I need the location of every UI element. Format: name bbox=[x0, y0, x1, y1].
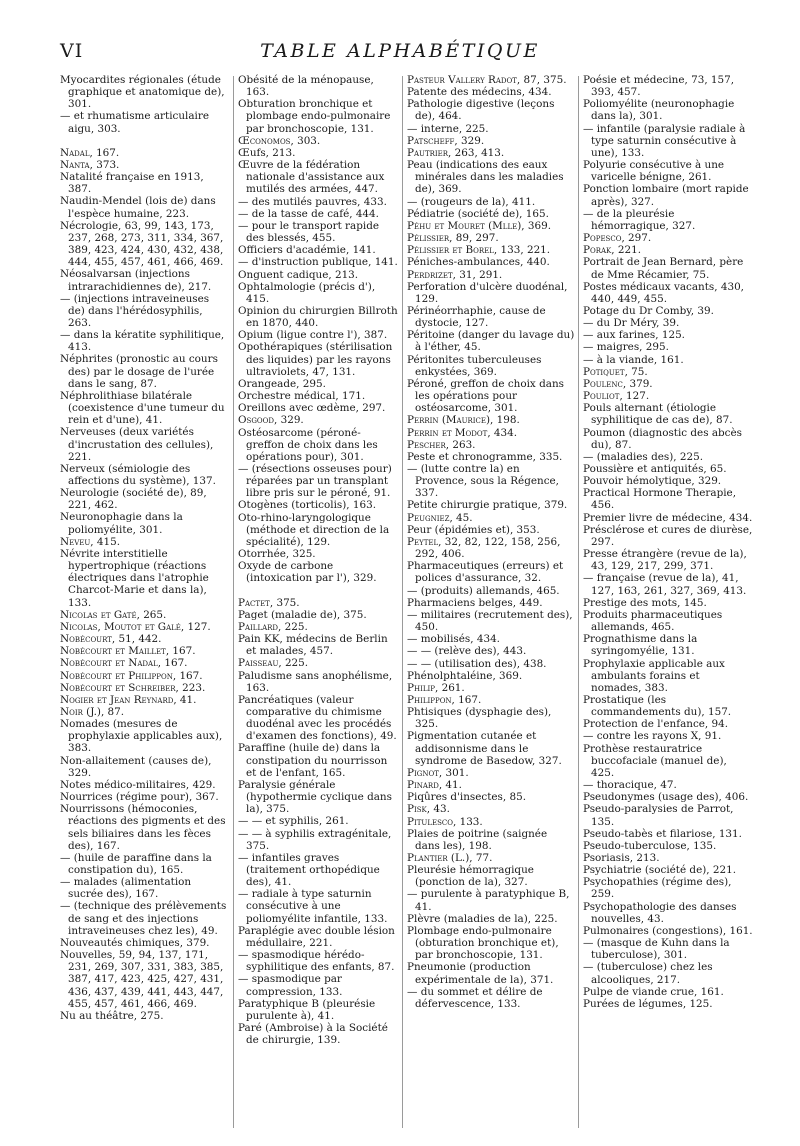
index-entry: — (rougeurs de la), 411. bbox=[407, 195, 536, 208]
index-entry: Protection de l'enfance, 94. bbox=[583, 718, 729, 731]
index-entry: — aux farines, 125. bbox=[583, 329, 685, 342]
index-entry: Pleurésie hémorragique (ponction de la), 327. bbox=[407, 864, 534, 889]
index-entry: — (produits) allemands, 465. bbox=[407, 584, 560, 597]
index-column-3 bbox=[407, 74, 575, 1134]
index-entry: Plaies de poitrine (saignée dans les), 198. bbox=[407, 827, 548, 852]
index-entry: Péritonites tuberculeuses enkystées, 369. bbox=[407, 353, 542, 378]
index-entry: Neveu, 415. bbox=[60, 535, 121, 548]
index-entry: — purulente à paratyphique B, 41. bbox=[407, 888, 570, 913]
index-entry: Pharmaciens belges, 449. bbox=[407, 596, 543, 609]
index-entry: Perforation d'ulcère duodénal, 129. bbox=[407, 280, 568, 305]
index-entry: Opinion du chirurgien Billroth en 1870, 440. bbox=[238, 304, 398, 330]
index-entry: Nouvelles, 59, 94, 137, 171, 231, 269, 307, 331, 383, 385, 387, 417, 423, 425, 427, 431, 436, 437, 439, 441, 443, 447, 455, 457, 461, 466, 469. bbox=[60, 949, 224, 1010]
index-entry: — spasmodique hérédo-syphilitique des enfants, 87. bbox=[238, 949, 395, 974]
index-entry: Néphrolithiase bilatérale (coexistence d'une tumeur du rein et d'une), 41. bbox=[60, 389, 225, 427]
index-entry: Nobécourt et Schreiber, 223. bbox=[60, 681, 206, 694]
index-entry: — (masque de Kuhn dans la tuberculose), 301. bbox=[583, 937, 730, 962]
index-entry: Myocardites régionales (étude graphique et anatomique de), 301. bbox=[60, 74, 225, 111]
index-entry: — des mutilés pauvres, 433. bbox=[238, 195, 387, 208]
page-title: TABLE ALPHABÉTIQUE bbox=[260, 40, 540, 62]
index-entry: Pneumonie (production expérimentale de la), 371. bbox=[407, 961, 554, 986]
index-entry: Obturation bronchique et plombage endo-pulmonaire par bronchoscopie, 131. bbox=[238, 98, 391, 135]
index-entry: Potiquet, 75. bbox=[583, 365, 648, 378]
index-entry: Périnéorrhaphie, cause de dystocie, 127. bbox=[407, 304, 546, 330]
index-entry: Nadal, 167. bbox=[60, 146, 120, 159]
index-entry: Paratyphique B (pleurésie purulente à), 41. bbox=[238, 997, 376, 1022]
index-entry: Œconomos, 303. bbox=[238, 134, 321, 147]
index-entry: Pautrier, 263, 413. bbox=[407, 146, 505, 159]
page-header bbox=[60, 40, 740, 70]
index-entry: Prognathisme dans la syringomyélie, 131. bbox=[583, 633, 698, 658]
index-column-1 bbox=[60, 74, 228, 1134]
page-number: VI bbox=[60, 40, 84, 62]
index-entry: Peau (indications des eaux minérales dans les maladies de), 369. bbox=[407, 159, 564, 196]
index-entry: Nerveux (sémiologie des affections du système), 137. bbox=[60, 462, 216, 487]
column-divider bbox=[578, 76, 579, 1128]
index-entry: Nobécourt, 51, 442. bbox=[60, 633, 162, 646]
index-entry: Paget (maladie de), 375. bbox=[238, 608, 367, 621]
index-entry: Noir (J.), 87. bbox=[60, 705, 125, 718]
index-entry: — malades (alimentation sucrée des), 167. bbox=[60, 876, 192, 901]
index-entry: Nicolas et Gaté, 265. bbox=[60, 608, 167, 621]
index-entry: Phénolphtaléine, 369. bbox=[407, 669, 523, 682]
index-entry: Pitulesco, 133. bbox=[407, 815, 483, 828]
index-entry: — pour le transport rapide des blessés, 455. bbox=[238, 219, 379, 245]
index-entry: Officiers d'académie, 141. bbox=[238, 244, 376, 257]
column-divider bbox=[233, 76, 234, 1128]
index-entry: Poulenc, 379. bbox=[583, 377, 653, 390]
index-entry: — du sommet et délire de défervescence, 133. bbox=[407, 985, 543, 1010]
index-entry: Œufs, 213. bbox=[238, 146, 296, 159]
index-entry: Pancréatiques (valeur comparative du chimisme duodénal avec les procédés d'examen des fonctions), 49. bbox=[238, 693, 397, 743]
index-entry: Peste et chronogramme, 335. bbox=[407, 450, 563, 463]
index-entry: Peur (épidémies et), 353. bbox=[407, 523, 540, 536]
index-entry: Péritoine (danger du lavage du) à l'éther, 45. bbox=[407, 329, 575, 354]
index-entry: Péroné, greffon de choix dans les opérations pour ostéosarcome, 301. bbox=[407, 377, 564, 415]
index-entry: Peytel, 32, 82, 122, 158, 256, 292, 406. bbox=[407, 535, 561, 561]
index-entry: Nourrissons (hémoconies, réactions des pigments et des sels biliaires dans les fèces des), 167. bbox=[60, 803, 226, 852]
index-entry: Pain KK, médecins de Berlin et malades, 457. bbox=[238, 633, 388, 658]
index-entry: — radiale à type saturnin consécutive à une poliomyélite infantile, 133. bbox=[238, 888, 388, 925]
index-entry: Paraplégie avec double lésion médullaire, 221. bbox=[238, 924, 395, 949]
index-entry: Ostéosarcome (péroné-greffon de choix dans les opérations pour), 301. bbox=[238, 426, 378, 463]
index-entry: — militaires (recrutement des), 450. bbox=[407, 608, 573, 634]
index-entry: Pisk, 43. bbox=[407, 803, 450, 816]
index-entry: — (maladies des), 225. bbox=[583, 450, 703, 463]
index-entry: Purées de légumes, 125. bbox=[583, 997, 713, 1010]
index-entry: Obésité de la ménopause, 163. bbox=[238, 74, 374, 99]
index-entry: — spasmodique par compression, 133. bbox=[238, 973, 343, 998]
index-entry: — — à syphilis extragénitale, 375. bbox=[238, 827, 392, 852]
index-entry: Onguent cadique, 213. bbox=[238, 268, 359, 281]
index-entry: — thoracique, 47. bbox=[583, 779, 677, 792]
index-entry: Postes médicaux vacants, 430, 440, 449, 455. bbox=[583, 280, 744, 305]
index-entry: Poussière et antiquités, 65. bbox=[583, 463, 727, 475]
index-entry: — (tuberculose) chez les alcooliques, 217. bbox=[583, 961, 713, 986]
index-entry: Plèvre (maladies de la), 225. bbox=[407, 912, 558, 925]
index-entry: Nerveuses (deux variétés d'incrustation des cellules), 221. bbox=[60, 426, 214, 463]
index-entry: Premier livre de médecine, 434. bbox=[583, 511, 753, 524]
index-entry: Présclérose et cures de diurèse, 297. bbox=[583, 523, 753, 548]
index-entry: Nobécourt et Maillet, 167. bbox=[60, 645, 196, 658]
index-entry: Poliomyélite (neuronophagie dans la), 301. bbox=[583, 98, 735, 123]
index-entry: Paisseau, 225. bbox=[238, 657, 309, 670]
index-entry: Peugniez, 45. bbox=[407, 511, 473, 524]
index-entry: — (huile de paraffine dans la constipation du), 165. bbox=[60, 851, 212, 876]
index-entry: Perrin (Maurice), 198. bbox=[407, 414, 520, 427]
index-entry: — et rhumatisme articulaire aigu, 303. bbox=[60, 110, 209, 135]
index-entry: — de la pleurésie hémorragique, 327. bbox=[583, 207, 696, 232]
index-entry: Pulmonaires (congestions), 161. bbox=[583, 924, 753, 937]
index-entry: Psychopathies (régime des), 259. bbox=[583, 876, 732, 901]
index-entry: Pouvoir hémolytique, 329. bbox=[583, 475, 722, 488]
index-entry: Neuronophagie dans la poliomyélite, 301. bbox=[60, 511, 183, 536]
index-column-2 bbox=[238, 74, 398, 1134]
index-entry: Orangeade, 295. bbox=[238, 377, 326, 390]
index-entry: Pseudonymes (usage des), 406. bbox=[583, 791, 749, 804]
index-entry: Névrite interstitielle hypertrophique (réactions électriques dans l'atrophie Charcot-Marie et dans la), 133. bbox=[60, 547, 209, 609]
index-entry: Pseudo-paralysies de Parrot, 135. bbox=[583, 803, 734, 828]
index-entry: Pasteur Vallery Radot, 87, 375. bbox=[407, 74, 567, 86]
index-entry: — maigres, 295. bbox=[583, 341, 669, 354]
index-entry: Nicolas, Moutot et Galé, 127. bbox=[60, 620, 211, 633]
index-entry: — (technique des prélèvements de sang et des injections intraveineuses chez les), 49. bbox=[60, 900, 227, 937]
index-entry: Pescher, 263. bbox=[407, 438, 476, 451]
index-entry: Nomades (mesures de prophylaxie applicables aux), 383. bbox=[60, 718, 223, 755]
index-entry: Prophylaxie applicable aux ambulants forains et nomades, 383. bbox=[583, 657, 725, 694]
index-entry: — (lutte contre la) en Provence, sous la Régence, 337. bbox=[407, 463, 559, 500]
index-entry: Naudin-Mendel (lois de) dans l'espèce humaine, 223. bbox=[60, 195, 216, 220]
index-entry: Paré (Ambroise) à la Société de chirurgie, 139. bbox=[238, 1022, 388, 1047]
index-entry: Plombage endo-pulmonaire (obturation bronchique et), par bronchoscopie, 131. bbox=[407, 924, 559, 962]
index-entry: Philip, 261. bbox=[407, 681, 465, 694]
index-entry: Psoriasis, 213. bbox=[583, 852, 660, 864]
index-entry: Pouls alternant (étiologie syphilitique de cas de), 87. bbox=[583, 402, 733, 427]
index-entry: Ponction lombaire (mort rapide après), 327. bbox=[583, 183, 749, 208]
index-entry: — — (relève des), 443. bbox=[407, 645, 527, 658]
index-entry: Pélissier, 89, 297. bbox=[407, 232, 499, 245]
index-entry: Nobécourt et Nadal, 167. bbox=[60, 657, 188, 670]
index-entry: Pathologie digestive (leçons de), 464. bbox=[407, 98, 555, 123]
index-entry: Pignot, 301. bbox=[407, 766, 469, 779]
index-entry: Paralysie générale (hypothermie cyclique dans la), 375. bbox=[238, 778, 392, 816]
index-entry: Pouliot, 127. bbox=[583, 390, 650, 403]
index-entry: Nogier et Jean Reynard, 41. bbox=[60, 693, 197, 706]
index-entry: Neurologie (société de), 89, 221, 462. bbox=[60, 487, 207, 512]
index-entry: Paillard, 225. bbox=[238, 620, 308, 633]
index-entry: Patscheff, 329. bbox=[407, 134, 485, 147]
index-entry: Notes médico-militaires, 429. bbox=[60, 778, 216, 791]
index-entry: — du Dr Méry, 39. bbox=[583, 317, 680, 330]
index-column-4 bbox=[583, 74, 753, 1134]
index-entry: — de la tasse de café, 444. bbox=[238, 207, 379, 220]
index-entry: Pinard, 41. bbox=[407, 779, 462, 792]
index-entry: Oxyde de carbone (intoxication par l'), 329. bbox=[238, 560, 377, 585]
index-entry: Péhu et Mouret (Mlle), 369. bbox=[407, 219, 552, 232]
index-entry: Natalité française en 1913, 387. bbox=[60, 171, 204, 196]
index-entry: Nouveautés chimiques, 379. bbox=[60, 936, 210, 949]
index-entry: — dans la kératite syphilitique, 413. bbox=[60, 329, 225, 354]
index-entry: Prestige des mots, 145. bbox=[583, 596, 707, 609]
index-entry: Pharmaceutiques (erreurs) et polices d'assurance, 32. bbox=[407, 560, 564, 585]
index-entry: Oreillons avec œdème, 297. bbox=[238, 402, 386, 415]
index-entry: Popesco, 297. bbox=[583, 232, 652, 245]
index-entry: Œuvre de la fédération nationale d'assistance aux mutilés des armées, 447. bbox=[238, 159, 385, 196]
index-entry: — interne, 225. bbox=[407, 122, 489, 135]
index-entry: Practical Hormone Therapie, 456. bbox=[583, 487, 737, 512]
index-entry: — contre les rayons X, 91. bbox=[583, 730, 722, 743]
index-entry: Perrin et Modot, 434. bbox=[407, 426, 518, 439]
index-entry: Néphrites (pronostic au cours des) par le dosage de l'urée dans le sang, 87. bbox=[60, 353, 218, 390]
index-entry: — à la viande, 161. bbox=[583, 353, 684, 366]
index-entry: Pseudo-tabès et filariose, 131. bbox=[583, 827, 742, 840]
index-entry: Nourrices (régime pour), 367. bbox=[60, 791, 219, 804]
index-entry: Prothèse restauratrice buccofaciale (manuel de), 425. bbox=[583, 742, 727, 779]
index-entry: Nobécourt et Philippon, 167. bbox=[60, 669, 203, 682]
index-entry: Poésie et médecine, 73, 157, 393, 457. bbox=[583, 74, 735, 99]
index-entry: Piqûres d'insectes, 85. bbox=[407, 791, 527, 804]
index-entry: — française (revue de la), 41, 127, 163, 261, 327, 369, 413. bbox=[583, 572, 747, 597]
index-entry: — d'instruction publique, 141. bbox=[238, 256, 398, 269]
index-entry: Nu au théâtre, 275. bbox=[60, 1009, 164, 1022]
index-entry: Porak, 221. bbox=[583, 244, 642, 257]
index-entry: — (injections intraveineuses de) dans l'hérédosyphilis, 263. bbox=[60, 292, 210, 329]
index-entry: Psychopathologie des danses nouvelles, 43. bbox=[583, 900, 737, 925]
index-entry: Petite chirurgie pratique, 379. bbox=[407, 499, 568, 512]
index-entry: — infantiles graves (traitement orthopédique des), 41. bbox=[238, 851, 380, 889]
index-entry: Perdrizet, 31, 291. bbox=[407, 268, 503, 281]
index-entry: Pulpe de viande crue, 161. bbox=[583, 985, 724, 998]
index-entry: Plantier (L.), 77. bbox=[407, 852, 493, 864]
index-entry: Patente des médecins, 434. bbox=[407, 86, 552, 99]
index-entry: Pactet, 375. bbox=[238, 596, 300, 609]
index-entry: Phtisiques (dysphagie des), 325. bbox=[407, 706, 552, 731]
index-entry: Péniches-ambulances, 440. bbox=[407, 256, 550, 269]
index-entry: Paraffine (huile de) dans la constipation du nourrisson et de l'enfant, 165. bbox=[238, 742, 388, 779]
index-entry: Néosalvarsan (injections intrarachidiennes de), 217. bbox=[60, 268, 212, 293]
index-entry: Paludisme sans anophélisme, 163. bbox=[238, 669, 393, 694]
index-entry: Polyurie consécutive à une varicelle bénigne, 261. bbox=[583, 159, 725, 184]
index-entry: Ophtalmologie (précis d'), 415. bbox=[238, 280, 376, 305]
index-entry: — — (utilisation des), 438. bbox=[407, 657, 547, 670]
index-entry: — mobilisés, 434. bbox=[407, 633, 500, 646]
index-entry: Potage du Dr Comby, 39. bbox=[583, 304, 714, 317]
index-entry: Otorrhée, 325. bbox=[238, 548, 316, 561]
index-entry: Psychiatrie (société de), 221. bbox=[583, 864, 737, 877]
index-entry: Poumon (diagnostic des abcès du), 87. bbox=[583, 426, 742, 451]
index-entry: Produits pharmaceutiques allemands, 465. bbox=[583, 608, 723, 634]
index-columns bbox=[60, 74, 760, 1134]
index-entry: Orchestre médical, 171. bbox=[238, 390, 366, 403]
index-entry: Nanta, 373. bbox=[60, 158, 120, 171]
index-entry: Pigmentation cutanée et addisonnisme dans le syndrome de Basedow, 327. bbox=[407, 730, 562, 767]
index-entry: Prostatique (les commandements du), 157. bbox=[583, 693, 732, 719]
index-entry: Non-allaitement (causes de), 329. bbox=[60, 754, 212, 779]
index-entry: Portrait de Jean Bernard, père de Mme Récamier, 75. bbox=[583, 256, 744, 281]
index-entry: Pédiatrie (société de), 165. bbox=[407, 207, 549, 220]
index-entry: Opothérapiques (stérilisation des liquides) par les rayons ultraviolets, 47, 131. bbox=[238, 341, 393, 378]
index-entry: Otogènes (torticolis), 163. bbox=[238, 499, 377, 512]
column-divider bbox=[402, 76, 403, 1128]
index-entry: Pseudo-tuberculose, 135. bbox=[583, 839, 717, 852]
index-entry: — infantile (paralysie radiale à type saturnin consécutive à une), 133. bbox=[583, 122, 746, 159]
index-entry: Philippon, 167. bbox=[407, 693, 482, 706]
index-entry: Opium (ligue contre l'), 387. bbox=[238, 329, 388, 342]
index-entry: Nécrologie, 63, 99, 143, 173, 237, 268, 273, 311, 334, 367, 389, 423, 424, 430, 432, 438, 444, 455, 457, 461, 466, 469. bbox=[60, 219, 224, 269]
index-entry: — (résections osseuses pour) réparées par un transplant libre pris sur le péroné, 91. bbox=[238, 463, 392, 500]
index-entry: Oto-rhino-laryngologique (méthode et direction de la spécialité), 129. bbox=[238, 511, 390, 548]
index-entry: Presse étrangère (revue de la), 43, 129, 217, 299, 371. bbox=[583, 548, 747, 573]
index-entry: Osgood, 329. bbox=[238, 414, 304, 427]
index-entry: — — et syphilis, 261. bbox=[238, 815, 349, 828]
index-entry: Pélissier et Borel, 133, 221. bbox=[407, 244, 551, 257]
